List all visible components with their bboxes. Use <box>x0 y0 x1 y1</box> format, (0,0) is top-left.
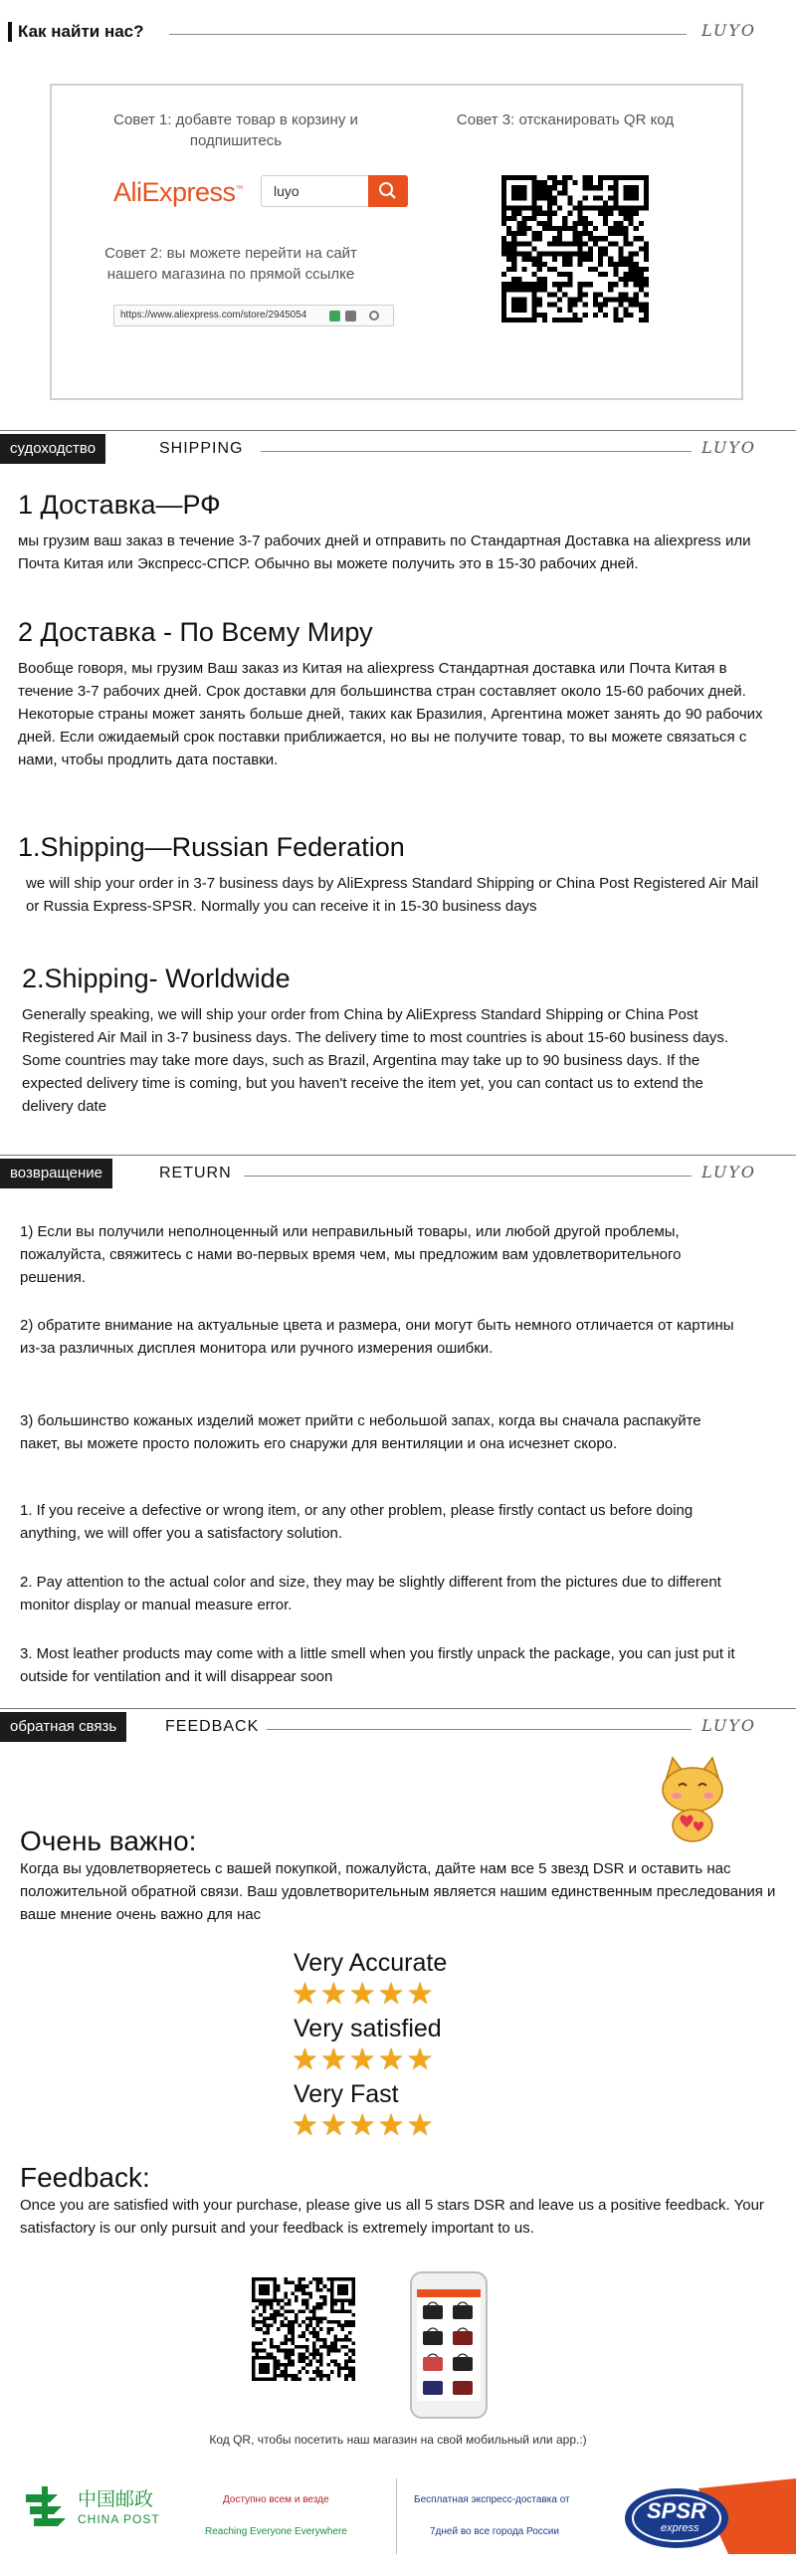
feedback-label-ru: обратная связь <box>0 1712 126 1742</box>
aliexpress-logo: AliExpress™ <box>113 177 244 207</box>
return-en-2: 2. Pay attention to the actual color and size, they may be slightly different from the pictures due to different monitor display or manual measure error. <box>20 1574 721 1613</box>
store-url-bar[interactable] <box>113 305 394 326</box>
china-post-logo-icon <box>22 2486 72 2526</box>
divider <box>396 2478 397 2554</box>
rating-label-accurate: Very Accurate <box>294 1949 448 1977</box>
rating-label-satisfied: Very satisfied <box>294 2015 442 2042</box>
aliexpress-logo-text: AliExpress <box>113 177 236 207</box>
spsr-tag-2: 7дней во все города России <box>430 2526 559 2537</box>
divider <box>0 430 796 431</box>
search-button[interactable] <box>368 175 408 207</box>
shipping-en-text-1: we will ship your order in 3-7 business days by AliExpress Standard Shipping or China Post Registered Air Mail or Russia Express-SPSR. Normally you can receive it in 15-30 business days <box>26 875 759 915</box>
brand-logo: LUYO <box>701 21 756 40</box>
spsr-logo <box>619 2478 738 2554</box>
return-en-3: 3. Most leather products may come with a little smell when you firstly unpack the package, you can just put it outside for ventilation and it will disappear soon <box>20 1645 735 1685</box>
shipping-en-title-1: 1.Shipping—Russian Federation <box>18 832 405 862</box>
shipping-ru-text-1: мы грузим ваш заказ в течение 3-7 рабочих дней и отправить по Стандартная Доставка на aliexpress или Почта Китая или Экспресс-СПСР. Обычно вы можете получить это в 15-30 рабочих дней. <box>18 533 751 572</box>
spsr-tag-1: Бесплатная экспресс-доставка от <box>414 2494 570 2505</box>
qr-icon <box>345 311 356 322</box>
find-us-title: Как найти нас? <box>18 22 144 41</box>
store-qr-code[interactable] <box>501 175 649 322</box>
rating-stars-accurate: ★★★★★ <box>292 1978 436 2011</box>
feedback-label-en: FEEDBACK <box>165 1718 260 1735</box>
divider <box>0 1708 796 1709</box>
spsr-logo-text: SPSR <box>647 2498 706 2523</box>
shipping-en-text-2: Generally speaking, we will ship your order from China by AliExpress Standard Shipping or China Post Registered Air Mail in 3-7 business days. The delivery time to most countries is about 15-60 business days. Some countries may take more days, such as Brazil, Argentina may take up to 90 business days. If the expected delivery time is coming, but you haven't receive the item yet, you can contact us to extend the delivery date <box>22 1006 729 1115</box>
footer-carriers <box>0 2469 796 2564</box>
return-ru-3: 3) большинство кожаных изделий может прийти с небольшой запах, когда вы сначала распакуйте пакет, вы можете просто положить его снаружи для вентиляции и она исчезнет скоро. <box>20 1412 701 1452</box>
feedback-ru-text: Когда вы удовлетворяетесь с вашей покупкой, пожалуйста, дайте нам все 5 звезд DSR и оставить нас положительной обратной связи. Ваш удовлетворительным является нашим единственным преследования и ваше мнение очень важно для нас <box>20 1860 776 1923</box>
brand-logo: LUYO <box>701 1163 756 1181</box>
shipping-label-ru: судоходство <box>0 434 105 464</box>
return-en-1: 1. If you receive a defective or wrong item, or any other problem, please firstly contact us before doing anything, we will offer you a satisfactory solution. <box>20 1502 694 1542</box>
search-icon <box>368 175 408 207</box>
return-ru-1: 1) Если вы получили неполноценный или неправильный товары, или любой другой проблемы, пожалуйста, свяжитесь с нами во-первых время чем, мы предложим вам удовлетворительного решения. <box>20 1223 682 1286</box>
find-us-header <box>0 18 796 46</box>
return-label-en: RETURN <box>159 1165 232 1181</box>
phone-app-preview <box>410 2271 488 2419</box>
shipping-ru-title-2: 2 Доставка - По Всему Миру <box>18 617 373 647</box>
shield-icon <box>329 311 340 322</box>
shipping-ru-text-2: Вообще говоря, мы грузим Ваш заказ из Китая на aliexpress Стандартная доставка или Почта Китая в течение 3-7 рабочих дней. Срок доставки для большинства стран составляет около 15-60 рабочих дней. Некоторые страны может занять больше дней, таких как Бразилия, Аргентина может занять до 90 рабочих дней. Если ожидаемый срок поставки приближается, но вы не получите товар, то вы можете связаться с нами, чтобы продлить дата поставки. <box>18 660 763 768</box>
rating-stars-fast: ★★★★★ <box>292 2109 436 2142</box>
phone-screen <box>417 2289 481 2401</box>
tip-2: Совет 2: вы можете перейти на сайт нашего магазина по прямой ссылке <box>104 245 357 283</box>
china-post-tag-ru: Доступно всем и везде <box>223 2494 329 2505</box>
shipping-header <box>0 430 796 468</box>
divider <box>169 34 687 35</box>
brand-logo: LUYO <box>701 1716 756 1735</box>
shipping-label-en: SHIPPING <box>159 440 244 457</box>
return-ru-2: 2) обратите внимание на актуальные цвета и размера, они могут быть немного отличается от картины из-за различных дисплея монитора или ручного измерения ошибки. <box>20 1317 734 1357</box>
search-input[interactable]: luyo <box>274 183 299 199</box>
store-url[interactable]: https://www.aliexpress.com/store/2945054 <box>120 310 307 321</box>
store-qr-code-small[interactable] <box>252 2277 355 2381</box>
feedback-en-title: Feedback: <box>20 2162 150 2193</box>
find-us-box <box>50 84 743 400</box>
shipping-en-title-2: 2.Shipping- Worldwide <box>22 964 291 993</box>
rating-stars-satisfied: ★★★★★ <box>292 2043 436 2076</box>
china-post-en: CHINA POST <box>78 2512 160 2526</box>
return-label-ru: возвращение <box>0 1159 112 1188</box>
return-header <box>0 1155 796 1192</box>
shipping-ru-title-1: 1 Доставка—РФ <box>18 490 221 520</box>
brand-logo: LUYO <box>701 438 756 457</box>
china-post-tag-en: Reaching Everyone Everywhere <box>205 2526 347 2537</box>
rating-label-fast: Very Fast <box>294 2080 399 2108</box>
feedback-en-text: Once you are satisfied with your purchase, please give us all 5 stars DSR and leave us a positive feedback. Your satisfactory is our only pursuit and your feedback is extremely important to us. <box>20 2197 764 2237</box>
spsr-swoosh-icon <box>619 2478 796 2554</box>
refresh-icon <box>369 311 379 321</box>
handbag-thumbnails <box>417 2289 481 2401</box>
divider <box>267 1729 692 1730</box>
title-bar-decoration <box>8 22 12 42</box>
feedback-ru-title: Очень важно: <box>20 1825 197 1856</box>
divider <box>0 1155 796 1156</box>
china-post-cn: 中国邮政 <box>78 2489 154 2510</box>
tip-3: Совет 3: отсканировать QR код <box>456 111 675 128</box>
search-box[interactable] <box>261 175 408 207</box>
qr-caption: Код QR, чтобы посетить наш магазин на свой мобильный или app.:) <box>209 2433 587 2447</box>
feedback-header <box>0 1708 796 1746</box>
divider <box>244 1176 692 1177</box>
divider <box>261 451 692 452</box>
cat-kiss-illustration <box>653 1756 732 1845</box>
spsr-logo-sub: express <box>661 2522 699 2534</box>
tip-1: Совет 1: добавте товар в корзину и подпишитесь <box>113 111 358 149</box>
